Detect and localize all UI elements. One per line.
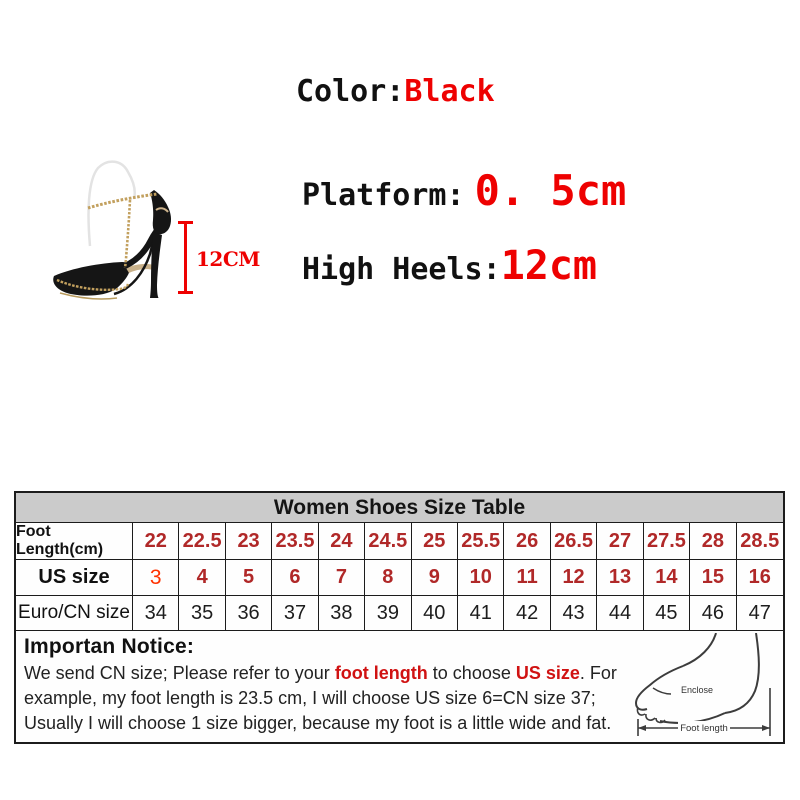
size-cell: 28.5 (737, 523, 783, 560)
row-label: US size (16, 560, 133, 596)
size-cell: 38 (319, 596, 365, 631)
shoe-toe (53, 262, 130, 296)
heel-height-measure-line (184, 221, 187, 294)
size-cell: 34 (133, 596, 179, 631)
gold-chain-tstrap (125, 200, 130, 268)
arrowhead-left (638, 725, 646, 731)
size-cell: 8 (365, 560, 411, 596)
enclose-label: Enclose (681, 685, 714, 695)
size-cell: 44 (597, 596, 643, 631)
heels-line (302, 243, 597, 289)
size-cell: 14 (644, 560, 690, 596)
size-cell: 7 (319, 560, 365, 596)
heel-counter (150, 190, 171, 234)
row-label: Euro/CN size (16, 596, 133, 631)
notice-segment: to choose (427, 663, 516, 683)
size-cell: 22 (133, 523, 179, 560)
notice-text (24, 661, 646, 736)
size-cell: 43 (551, 596, 597, 631)
heels-label: High Heels: (302, 252, 501, 287)
size-cell: 23 (226, 523, 272, 560)
platform-value: 0. 5cm (474, 166, 627, 215)
size-cell: 24.5 (365, 523, 411, 560)
size-cell: 35 (179, 596, 225, 631)
size-cell: 27.5 (644, 523, 690, 560)
size-cell: 40 (412, 596, 458, 631)
foot-heel-line (725, 633, 759, 713)
size-cell: 42 (504, 596, 550, 631)
size-cell: 23.5 (272, 523, 318, 560)
size-cell: 6 (272, 560, 318, 596)
size-cell: 9 (412, 560, 458, 596)
row-label: Foot Length(cm) (16, 523, 133, 560)
size-cell: 27 (597, 523, 643, 560)
notice-highlight: foot length (334, 663, 428, 683)
size-table-title: Women Shoes Size Table (16, 493, 783, 523)
size-cell: 10 (458, 560, 504, 596)
size-cell: 3 (133, 560, 179, 596)
size-cell: 13 (597, 560, 643, 596)
size-cell: 5 (226, 560, 272, 596)
size-cell: 4 (179, 560, 225, 596)
notice-segment: . For example, my foot length is 23.5 cm, I will choose US size 6=CN size 37; Usually I will choose 1 size bigger, because my foot is a little wide and fat. (24, 663, 617, 733)
size-cell: 16 (737, 560, 783, 596)
size-table (14, 491, 785, 744)
size-cell: 45 (644, 596, 690, 631)
notice-highlight: US size (515, 663, 580, 683)
platform-line (302, 166, 626, 215)
platform-label: Platform: (302, 178, 465, 213)
size-table-grid (16, 523, 783, 631)
foot-measurement-diagram (628, 633, 780, 739)
size-cell: 46 (690, 596, 736, 631)
heels-value: 12cm (500, 243, 598, 289)
size-cell: 41 (458, 596, 504, 631)
color-label: Color: (296, 74, 405, 109)
size-cell: 47 (737, 596, 783, 631)
notice-segment: We send CN size; Please refer to your (24, 663, 335, 683)
color-value: Black (404, 74, 495, 109)
shoe-illustration (50, 150, 200, 310)
notice-section (16, 631, 783, 742)
size-cell: 15 (690, 560, 736, 596)
size-cell: 11 (504, 560, 550, 596)
heel-height-label: 12CM (196, 247, 260, 271)
size-cell: 37 (272, 596, 318, 631)
color-line (296, 74, 495, 109)
size-cell: 26 (504, 523, 550, 560)
size-cell: 25.5 (458, 523, 504, 560)
size-cell: 12 (551, 560, 597, 596)
size-cell: 26.5 (551, 523, 597, 560)
notice-title: Importan Notice: (24, 635, 195, 658)
size-cell: 22.5 (179, 523, 225, 560)
size-cell: 24 (319, 523, 365, 560)
size-cell: 28 (690, 523, 736, 560)
gold-chain-ankle (88, 194, 157, 208)
arrowhead-right (762, 725, 770, 731)
foot-front-line (683, 633, 716, 666)
size-cell: 36 (226, 596, 272, 631)
size-cell: 39 (365, 596, 411, 631)
foot-detail-line (653, 688, 671, 694)
high-heel-shoe-image (50, 150, 200, 310)
foot-length-label: Foot length (680, 723, 728, 734)
foot-instep-line (636, 666, 683, 710)
size-cell: 25 (412, 523, 458, 560)
